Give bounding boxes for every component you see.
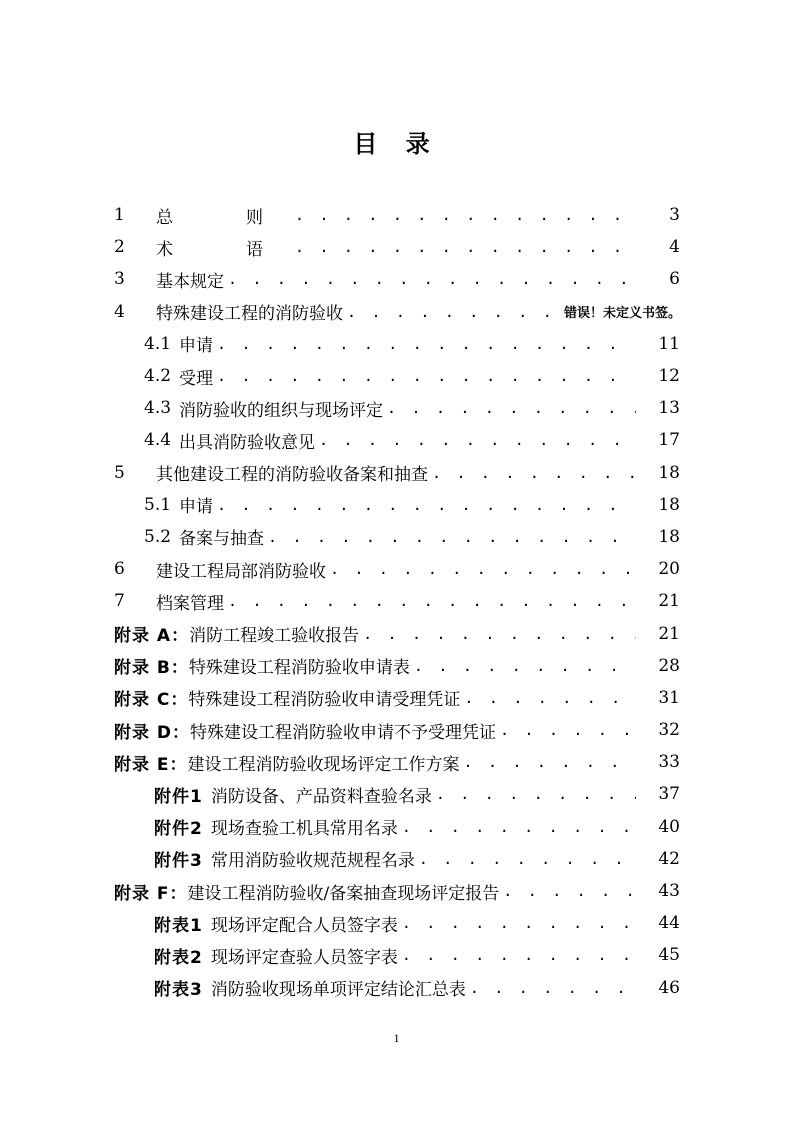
toc-entry-page: 17 [658,430,680,451]
toc-entry-attachment-3[interactable] [0,843,793,875]
toc-entry-page: 20 [658,559,680,580]
toc-entry-number: 4.2 [144,366,172,387]
dot-leader [402,913,636,933]
toc-entry-title: 档案管理 [156,593,224,614]
dot-leader [330,559,636,579]
toc-entry-page: 28 [658,655,680,676]
toc-entry-title: 现场评定查验人员签字表 [210,947,398,968]
toc-entry-title: 消防工程竣工验收报告 [189,626,360,647]
toc-entry-page: 21 [658,591,680,612]
toc-entry-page: 18 [658,526,680,547]
toc-entry-appendix-a[interactable] [0,617,793,649]
toc-entry-title: 申请 [179,336,214,357]
toc-entry-title: 现场评定配合人员签字表 [210,915,398,936]
toc-entry-page: 43 [658,881,680,902]
toc-entry-title: 常用消防验收规范规程名录 [210,851,415,872]
toc-entry-appendix-d[interactable] [0,714,793,746]
toc-entry-7[interactable] [0,585,793,617]
toc-entry-table-2[interactable] [0,939,793,971]
dot-leader [268,527,636,547]
toc-entry-label: 附录 D： [114,722,191,743]
toc-entry-2[interactable] [0,231,793,263]
dot-leader [464,752,636,772]
toc-entry-appendix-f[interactable] [0,875,793,907]
toc-entry-title: 特殊建设工程消防验收申请表 [188,658,410,679]
toc-entry-label: 附表1 [154,915,203,936]
toc-entry-5-2[interactable] [0,521,793,553]
dot-leader [402,945,636,965]
dot-leader [470,978,636,998]
dot-leader [436,784,636,804]
toc-entry-label: 附件3 [154,851,203,872]
toc-entry-appendix-e[interactable] [0,746,793,778]
toc-entry-label: 附件1 [154,786,203,807]
toc-entry-title: 受理 [179,368,214,389]
toc-entry-label: 附录 A： [114,626,190,647]
dot-leader [295,205,636,225]
toc-entry-label: 附录 E： [114,754,188,775]
toc-entry-page-error: 错误！未定义书签。 [563,306,681,322]
toc-entry-number: 7 [114,591,125,612]
toc-entry-number: 4.1 [144,333,172,354]
toc-entry-label: 附录 B： [114,658,189,679]
toc-entry-title: 特殊建设工程的消防验收 [156,304,343,325]
toc-entry-1[interactable] [0,199,793,231]
toc-entry-page: 11 [658,333,680,354]
toc-entry-page: 6 [669,269,680,290]
toc-entry-page: 40 [658,816,680,837]
dot-leader [464,688,636,708]
table-of-contents [0,199,793,1004]
toc-entry-title: 术 语 [156,239,291,260]
dot-leader [228,591,636,611]
toc-entry-appendix-c[interactable] [0,682,793,714]
toc-entry-attachment-2[interactable] [0,811,793,843]
toc-entry-title: 特殊建设工程消防验收申请不予受理凭证 [190,722,497,743]
toc-entry-title: 其他建设工程的消防验收备案和抽查 [156,465,428,486]
toc-entry-label: 附表2 [154,947,203,968]
toc-entry-title: 总 则 [156,207,291,228]
toc-entry-title: 备案与抽查 [179,529,265,550]
toc-entry-page: 4 [669,237,680,258]
toc-entry-4[interactable] [0,296,793,328]
dot-leader [500,720,636,740]
toc-entry-page: 21 [658,623,680,644]
toc-entry-title: 消防验收的组织与现场评定 [179,400,384,421]
toc-entry-4-1[interactable] [0,328,793,360]
toc-entry-title: 建设工程消防验收现场评定工作方案 [187,754,460,775]
dot-leader [414,656,636,676]
dot-leader [217,334,636,354]
toc-entry-table-1[interactable] [0,907,793,939]
toc-entry-page: 3 [669,205,680,226]
toc-entry-appendix-b[interactable] [0,650,793,682]
toc-entry-number: 5.1 [144,494,172,515]
toc-entry-number: 3 [114,269,125,290]
toc-entry-number: 4 [114,301,125,322]
toc-entry-title: 建设工程局部消防验收 [156,561,326,582]
toc-entry-number: 4.4 [144,430,172,451]
dot-leader [363,624,636,644]
toc-entry-4-2[interactable] [0,360,793,392]
dot-leader [387,398,636,418]
toc-entry-page: 46 [658,977,680,998]
toc-entry-title: 基本规定 [156,271,224,292]
toc-entry-title: 出具消防验收意见 [179,432,316,453]
toc-entry-number: 5 [114,462,125,483]
toc-entry-label: 附表3 [154,980,203,1001]
toc-entry-page: 32 [658,720,680,741]
dot-leader [402,817,636,837]
toc-entry-number: 2 [114,237,125,258]
toc-entry-title: 建设工程消防验收/备案抽查现场评定报告 [187,883,500,904]
toc-entry-5-1[interactable] [0,489,793,521]
toc-entry-3[interactable] [0,263,793,295]
toc-entry-page: 13 [658,398,680,419]
toc-entry-attachment-1[interactable] [0,778,793,810]
page-title: 目 录 [353,130,440,158]
toc-entry-table-3[interactable] [0,972,793,1004]
dot-leader [347,302,558,322]
toc-entry-page: 31 [658,687,680,708]
toc-entry-page: 33 [658,752,680,773]
dot-leader [295,237,636,257]
toc-entry-number: 1 [114,205,125,226]
toc-entry-4-3[interactable] [0,392,793,424]
toc-entry-number: 4.3 [144,398,172,419]
toc-entry-title: 消防验收现场单项评定结论汇总表 [210,980,466,1001]
toc-entry-page: 45 [658,945,680,966]
dot-leader [503,881,636,901]
toc-entry-5[interactable] [0,457,793,489]
toc-entry-page: 18 [658,462,680,483]
toc-entry-title: 现场查验工机具常用名录 [210,819,398,840]
toc-entry-4-4[interactable] [0,424,793,456]
dot-leader [217,366,636,386]
toc-entry-number: 5.2 [144,526,172,547]
dot-leader [228,269,636,289]
toc-entry-title: 消防设备、产品资料查验名录 [210,786,432,807]
dot-leader [432,463,636,483]
dot-leader [319,430,636,450]
toc-entry-label: 附录 F： [114,883,188,904]
dot-leader [419,849,636,869]
toc-entry-6[interactable] [0,553,793,585]
toc-entry-page: 18 [658,494,680,515]
dot-leader [217,495,636,515]
toc-entry-page: 42 [658,848,680,869]
toc-entry-title: 申请 [179,497,214,518]
toc-entry-title: 特殊建设工程消防验收申请受理凭证 [188,690,461,711]
toc-entry-page: 37 [658,784,680,805]
toc-entry-page: 44 [658,913,680,934]
toc-entry-label: 附录 C： [114,690,189,711]
page-number: 1 [393,1031,400,1045]
toc-entry-number: 6 [114,559,125,580]
toc-entry-label: 附件2 [154,819,203,840]
toc-entry-page: 12 [658,366,680,387]
